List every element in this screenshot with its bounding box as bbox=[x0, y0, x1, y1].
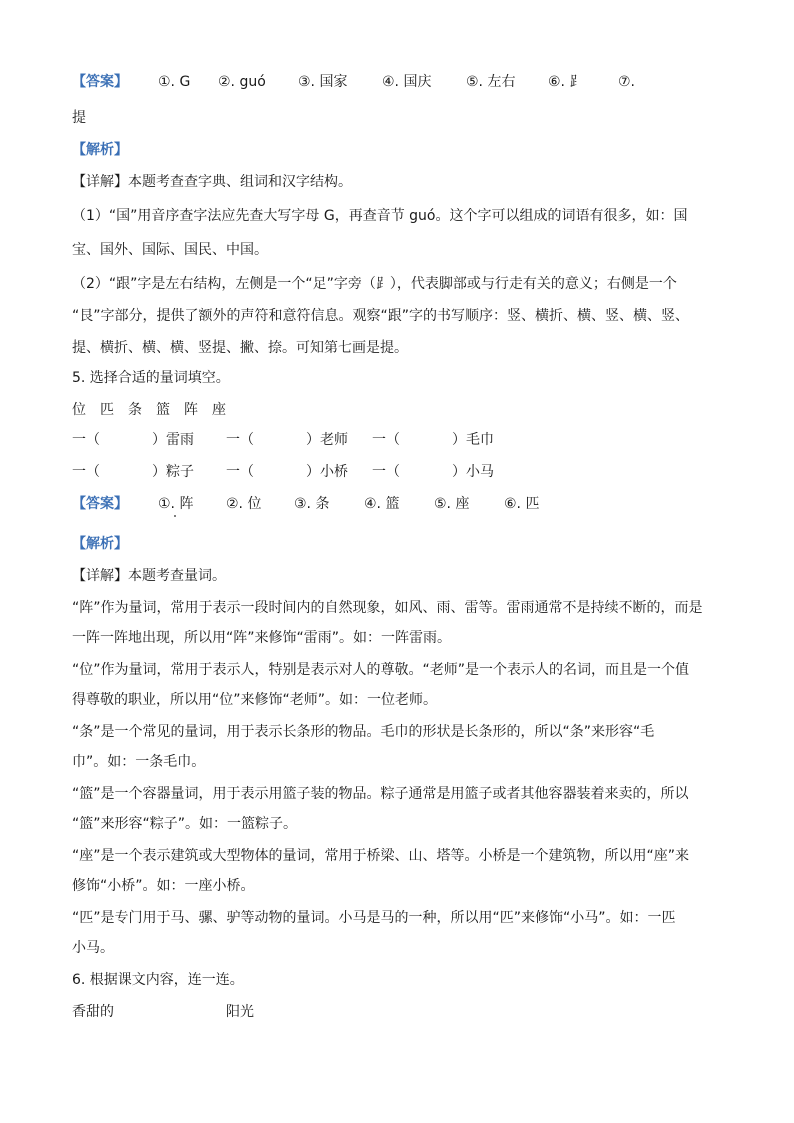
q5-blank-4: 一（ ）粽子 bbox=[72, 464, 194, 480]
q5-answer-6: ⑥. 匹 bbox=[504, 496, 540, 512]
q5-explain-line: 修饰“小桥”。如：一座小桥。 bbox=[72, 878, 255, 894]
detail-intro: 本题考查量词。 bbox=[128, 568, 226, 584]
detail-tag: 【详解】 bbox=[72, 568, 128, 584]
q4-p2-line2: “艮”字部分，提供了额外的声符和意符信息。观察“跟”字的书写顺序：竖、横折、横、竖、横、竖、 bbox=[72, 308, 690, 324]
q4-answer-7: ⑦. bbox=[618, 74, 636, 90]
detail-tag: 【详解】 bbox=[72, 174, 128, 190]
q6-left-item: 香甜的 bbox=[72, 1004, 114, 1020]
q5-blank-5: 一（ ）小桥 bbox=[226, 464, 348, 480]
q6-title: 6. 根据课文内容，连一连。 bbox=[72, 972, 244, 988]
analysis-tag: 【解析】 bbox=[72, 536, 128, 552]
q4-answer-line bbox=[72, 72, 128, 92]
q5-blank-6: 一（ ）小马 bbox=[372, 464, 494, 480]
q4-answer-5: ⑤. 左右 bbox=[466, 74, 516, 90]
answer-tag: 【答案】 bbox=[72, 496, 128, 512]
q5-explain-line: 得尊敬的职业，所以用“位”来修饰“老师”。如：一位老师。 bbox=[72, 692, 438, 708]
q5-detail-line bbox=[72, 566, 226, 586]
q4-analysis-tag bbox=[72, 140, 128, 160]
q5-analysis-tag bbox=[72, 534, 128, 554]
q5-explain-line: “座”是一个表示建筑或大型物体的量词，常用于桥梁、山、塔等。小桥是一个建筑物，所以用“座”来 bbox=[72, 848, 690, 864]
q5-blank-1: 一（ ）雷雨 bbox=[72, 432, 194, 448]
q5-explain-line: “匹”是专门用于马、骡、驴等动物的量词。小马是马的一种，所以用“匹”来修饰“小马”。如：一匹 bbox=[72, 910, 676, 926]
q5-explain-line: “位”作为量词，常用于表示人，特别是表示对人的尊敬。“老师”是一个表示人的名词，而且是一个值 bbox=[72, 662, 690, 678]
q5-answer-5: ⑤. 座 bbox=[434, 496, 470, 512]
q6-right-item: 阳光 bbox=[226, 1004, 254, 1020]
q4-p1-line1: （1）“国”用音序查字法应先查大写字母 G，再查音节 guó。这个字可以组成的词语有很多，如：国 bbox=[72, 208, 688, 224]
q4-answer-2: ②. guó bbox=[218, 74, 266, 90]
q5-explain-line: 巾”。如：一条毛巾。 bbox=[72, 754, 206, 770]
q5-explain-line: 一阵一阵地出现，所以用“阵”来修饰“雷雨”。如：一阵雷雨。 bbox=[72, 630, 452, 646]
answer-tag: 【答案】 bbox=[72, 74, 128, 90]
q4-detail-line bbox=[72, 172, 352, 192]
q5-explain-line: “篮”是一个容器量词，用于表示用篮子装的物品。粽子通常是用篮子或者其他容器装着来卖的，所以 bbox=[72, 786, 689, 802]
q5-blank-3: 一（ ）毛巾 bbox=[372, 432, 494, 448]
q4-answer-wrap: 提 bbox=[72, 110, 86, 126]
q5-options: 位 匹 条 篮 阵 座 bbox=[72, 402, 226, 418]
q4-p2-line1: （2）“跟”字是左右结构，左侧是一个“足”字旁（⻊），代表脚部或与行走有关的意义；右侧是一个 bbox=[72, 276, 677, 292]
q5-answer-4: ④. 篮 bbox=[364, 496, 400, 512]
q4-answer-3: ③. 国家 bbox=[298, 74, 348, 90]
q5-answer-1: ①. 阵 bbox=[158, 496, 194, 512]
analysis-tag: 【解析】 bbox=[72, 142, 128, 158]
detail-intro: 本题考查查字典、组词和汉字结构。 bbox=[128, 174, 352, 190]
q5-blank-2: 一（ ）老师 bbox=[226, 432, 348, 448]
stray-dot bbox=[174, 515, 176, 517]
q4-answer-1: ①. G bbox=[158, 74, 191, 90]
q5-answer-line bbox=[72, 494, 128, 514]
q4-answer-6: ⑥. ⻊ bbox=[548, 74, 584, 90]
q5-answer-2: ②. 位 bbox=[226, 496, 262, 512]
q5-title: 5. 选择合适的量词填空。 bbox=[72, 370, 230, 386]
q5-explain-line: “阵”作为量词，常用于表示一段时间内的自然现象，如风、雨、雷等。雷雨通常不是持续不断的，而是 bbox=[72, 600, 703, 616]
q5-answer-3: ③. 条 bbox=[294, 496, 330, 512]
q4-p2-line3: 提、横折、横、横、竖提、撇、捺。可知第七画是提。 bbox=[72, 340, 408, 356]
q5-explain-line: “篮”来形容“粽子”。如：一篮粽子。 bbox=[72, 816, 298, 832]
q4-answer-4: ④. 国庆 bbox=[382, 74, 432, 90]
q5-explain-line: 小马。 bbox=[72, 940, 114, 956]
q4-p1-line2: 宝、国外、国际、国民、中国。 bbox=[72, 242, 268, 258]
q5-explain-line: “条”是一个常见的量词，用于表示长条形的物品。毛巾的形状是长条形的，所以“条”来形容“毛 bbox=[72, 724, 655, 740]
